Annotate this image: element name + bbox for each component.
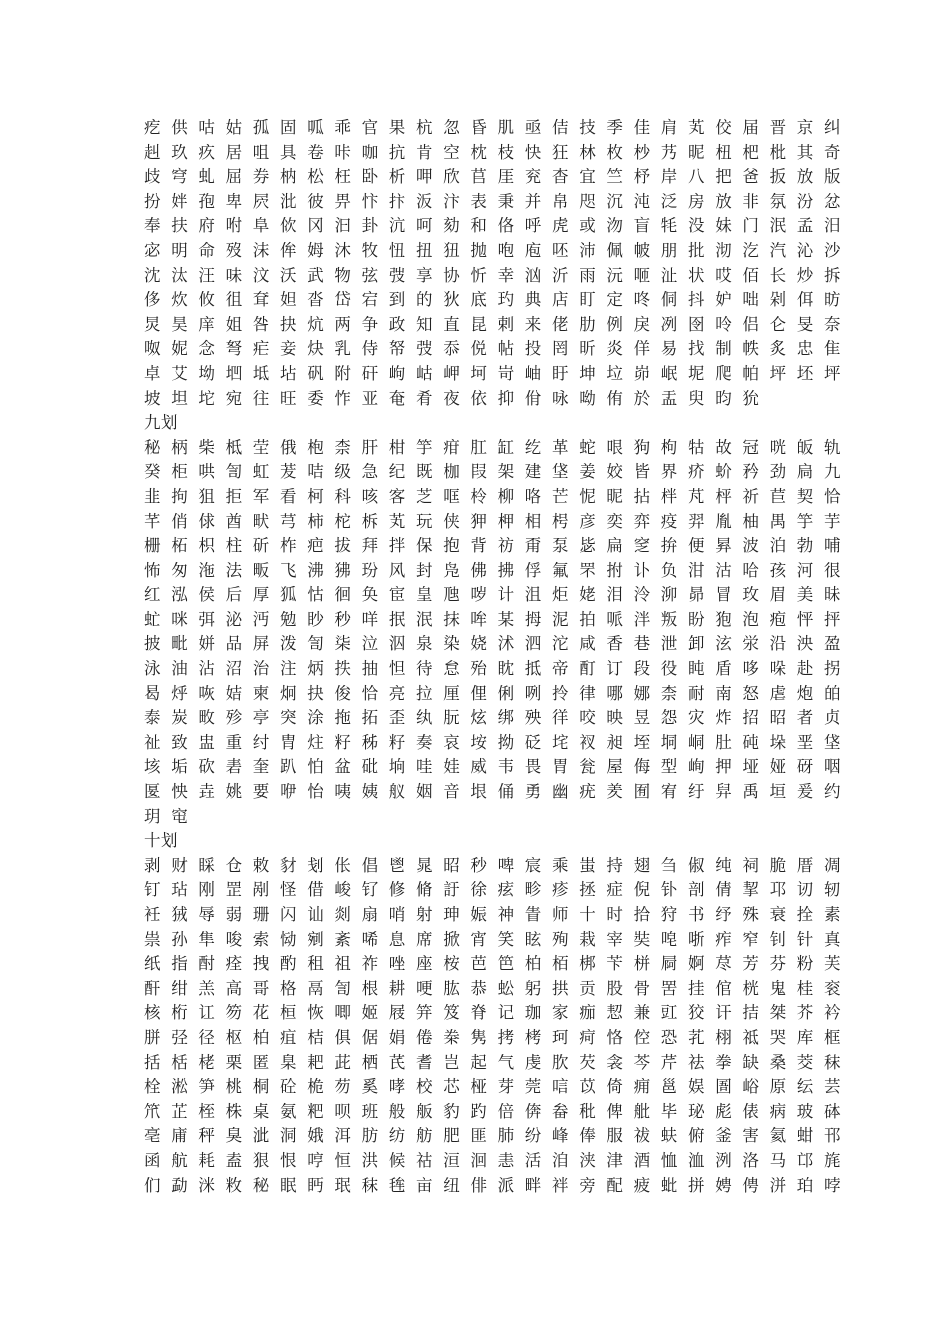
- character-row: 芊俏俅酋畎芎柿柁柝芄玩侠狎柙相枵彦奕弈疫羿胤柚禺竽芋: [144, 511, 852, 531]
- character-row: 卓艾坳垇坻坫矾附矸岣岵岬坷岢岫盱坤垃峁岷坭爬帕坪坯坪: [144, 363, 852, 383]
- character-row: 沈汰汪味汶沃武物弦弢享协忻幸汹沂雨沅咂沚状哎佰长炒拆: [144, 265, 852, 285]
- character-row: 函航耗盍狠恨哼恒洪候祜洹洄恚活洎浃津酒恤洫洌洛马邙旄: [144, 1150, 852, 1170]
- character-row: 笊芷桎株桌氨粑呗班般舨豹趵倍倴畚秕俾舭毕珌彪俵病玻砵: [144, 1101, 852, 1121]
- character-row: 祉致盅重纣胄炷籽秭籽奏哀垵拗砭垞衩昶垤垌峒肚砘垛垩垡: [144, 732, 852, 752]
- character-row: 匽怏垚姚要咿怡咦姨舣姻音垠俑勇幽疣羑囿宥纡舁禹垣爰约: [144, 782, 852, 802]
- character-row: 韭拘狙拒军看柯科咳客芝哐柃柳咯芒怩昵拈柈芃枰祈苣契恰: [144, 486, 852, 506]
- section-heading: 九划: [144, 413, 178, 433]
- character-row: 歧穹虬屈券枘松枉卧析呷欣苢厓兖杳宜竺杼岸八把爸扳放版: [144, 167, 852, 187]
- character-row: 炅昊庠姐咎抉炕两争政知直昆剌来佬肋例戾冽囹呤侣仑旻奈: [144, 314, 852, 334]
- character-row: 祟孙隼唆索恸剜紊唏息席掀宵笑眩殉栽宰奘唣哳痄窄钊针真: [144, 929, 852, 949]
- character-row: 纸指酎痊拽酌租祖祚唑座桉芭笆柏栢梆苄栟屙婀荩芳芬粉芙: [144, 954, 852, 974]
- character-row: 侈炊攸徂耷妲沓岱宕到的狄底玓典店盯定咚侗抖妒咄剁佴昉: [144, 290, 852, 310]
- character-row: 疙供咕姑孤固呱乖官果杭忽昏肌亟佶技季佳肩芄佼届晋京纠: [144, 118, 852, 137]
- section-heading: 十划: [144, 831, 178, 851]
- character-row: 剥财睬仓敕豺刬伥倡鬯晁昭秒啤宸乘蚩持翅刍俶纯祠脆厝凋: [144, 855, 852, 875]
- character-row: 栅柘枳柱斫柞疤拔拜拌保抱背祊甭泵毖扁窆拚便昪波泊勃哺: [144, 536, 852, 556]
- character-row: 秘柄柴柢茔俄枹柰肝柑竽疳肛缸纥革蛇哏狗枸牯故冠咣皈轨: [144, 437, 852, 457]
- character-row: 们勐洣敉秘眠眄珉秣毪亩纽俳派畔袢旁配疲蚍拼娉俜洴珀哱: [144, 1175, 852, 1195]
- character-row: 扮姅孢卑屄沘彼畀忭抃汳汴表秉并帛咫沉沌泛房放非氛汾忿: [144, 191, 852, 211]
- character-row: 垓垢砍砉奎趴怕盆砒垧哇娃威韦畏胃瓮屋侮型峋押垭娅砑咽: [144, 757, 852, 777]
- character-row: 括栝栳栗匿臬耙茈栖芪耆岂起气虔肷芡衾芩芹祛拳缺桑茭秣: [144, 1052, 852, 1072]
- character-row: 呶妮念弩疟妾炔乳侍帑弢忝侻帖投罔昕炎佯易找制帙炙忠隹: [144, 339, 852, 359]
- character-row: 泰炭畋殄亭突涂拖拓歪纨朊炫绑殃徉咬映昱怨灾炸招昭者贞: [144, 708, 852, 728]
- character-row: 亳庯秤臭泚洞娥洱肪纺舫肥匪肺纷峰俸服祓蚨俯釜害氦蚶邗: [144, 1126, 852, 1146]
- character-row: 胼弪径枢柏疽桔俱倨娟倦桊隽拷栲珂疴恪倥恐芤栩祗哭库框: [144, 1027, 852, 1047]
- character-row: 曷烀咴姞柬炯抉俊恰亮拉厘俚俐咧拎律哪娜柰耐南怒虐炮㿟: [144, 683, 852, 703]
- character-row: 癸柜哄訇虹茇咭级急纪既枷叚架建垡姜姣皆界疥蚧矜劲扃九: [144, 462, 852, 482]
- character-row: 玥窀: [144, 806, 199, 826]
- character-row: 宓明命歿沫侔姆沐牧忸扭狃抛咆庖呸沛佩帔朋批沏汔汽沁沙: [144, 240, 852, 260]
- character-row: 怖匆沲法畈飞沸狒玢风封凫佛拂俘氟罘拊讣负泔沽哈孩河很: [144, 560, 852, 580]
- character-row: 虻咪弭泌沔勉眇秒咩抿泯抹哞某拇泥拍哌泮叛盼狍泡疱怦抨: [144, 609, 852, 629]
- character-row: 酐绀羔高哥格鬲訇根耕哽肱恭蚣躬拱贡股骨罟挂倌桄鬼桂衮: [144, 978, 852, 998]
- character-row: 红泓侯后厚狐怙徊奂宦皇虺哕计沮炬姥泪泠泖昴冒玫眉美昧: [144, 585, 852, 605]
- character-list: [144, 116, 852, 1198]
- character-row: 奉扶府咐阜佽冈汩卦沆呵劾和佫呼虎或沕盲牦没妹门泯孟汨: [144, 216, 852, 236]
- character-row: 披毗姘品屏泼訇柒泣泅泉染娆沭泗沱咸香巷泄卸泫泶沿泱盈: [144, 634, 852, 654]
- character-row: 泳油沾沼治注炳抶抽怛待怠殆眈抵帝酊订段役盹盾哆哚赴拐: [144, 659, 852, 679]
- character-row: 坡坦坨宛往旺委怍亚奄肴夜依抑佾咏呦侑於盂臾昀狁: [144, 388, 770, 408]
- character-row: 钉玷刚罡剐怪借峻钌修脩訏徐痃畛疹拯症倪钋剖倩挈邛讱轫: [144, 880, 852, 900]
- character-row: 核桁讧笏花桓恢唧姬屐笄笈脊记珈家痂恝兼豇狡讦拮桀芥衿: [144, 1003, 852, 1023]
- character-row: 栓淞笋桃桐砼桅芴奚哮校芯桠芽莞唁苡倚痈邕娱圄峪原纭芸: [144, 1077, 852, 1097]
- character-row: 赳玖疚居咀具卷咔咖抗肯空枕枝快狂林枚杪艿昵杻杷枇其奇: [144, 142, 852, 162]
- character-row: 衽狨辱弱珊闪讪剡扇哨射珅娠神眚师十时拾狩书纾殊衰拴素: [144, 905, 852, 924]
